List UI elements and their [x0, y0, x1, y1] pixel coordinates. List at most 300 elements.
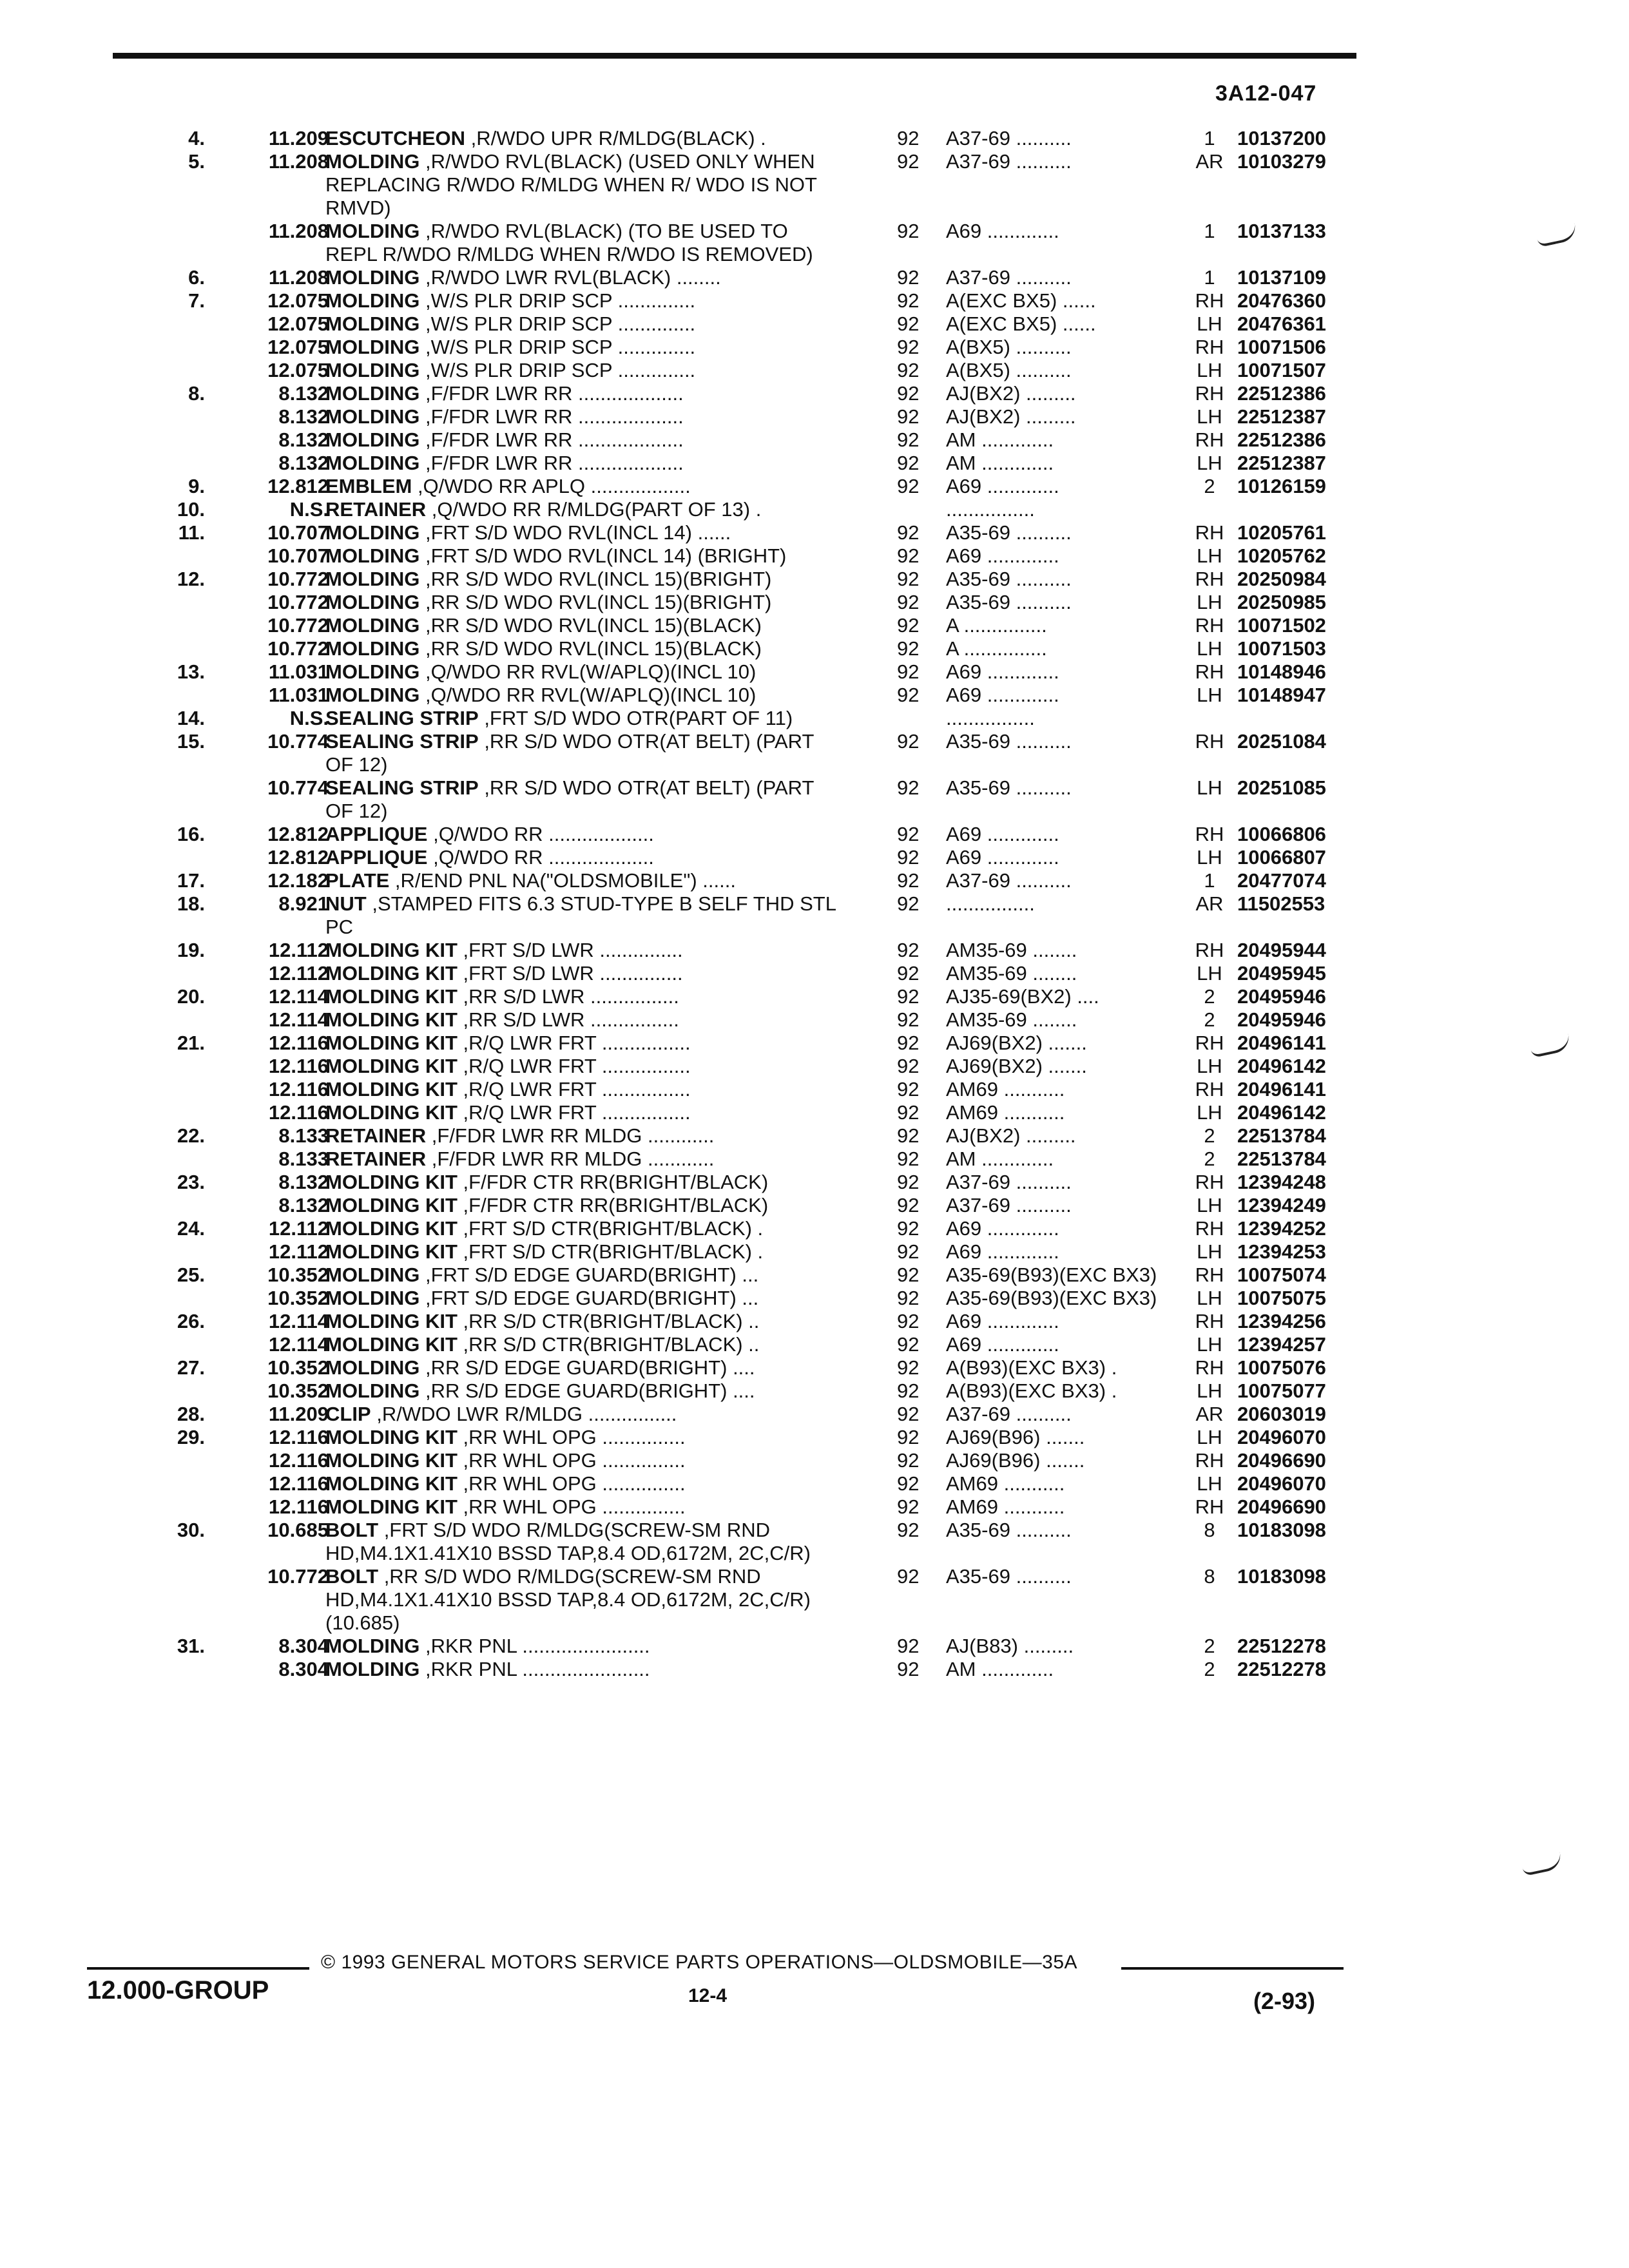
part-description — [325, 521, 841, 544]
ref-number: 12. — [177, 568, 205, 590]
quantity: RH — [1195, 823, 1224, 845]
part-detail: ,F/FDR CTR RR(BRIGHT/BLACK) — [457, 1194, 769, 1216]
part-description — [325, 1472, 841, 1495]
ref-number: 15. — [177, 730, 205, 753]
part-detail: ,Q/WDO RR ................... — [427, 846, 654, 869]
model-year: 92 — [897, 1519, 920, 1541]
part-row — [0, 1472, 1629, 1495]
ref-number: 27. — [177, 1356, 205, 1379]
part-row — [0, 591, 1629, 614]
part-name: MOLDING KIT — [325, 1101, 458, 1124]
part-name: MOLDING — [325, 289, 420, 312]
model-year: 92 — [897, 823, 920, 845]
part-number: 22512386 — [1237, 428, 1326, 451]
model-applicability: AJ(BX2) ......... — [946, 382, 1076, 405]
group-number: 10.352 — [267, 1356, 329, 1379]
part-detail: ,RR WHL OPG ............... — [457, 1449, 686, 1472]
ref-number: 29. — [177, 1426, 205, 1448]
part-number: 22513784 — [1237, 1124, 1326, 1147]
model-applicability: A37-69 .......... — [946, 1171, 1072, 1193]
part-detail: ,RR WHL OPG ............... — [457, 1426, 686, 1448]
parts-list — [0, 127, 1629, 1681]
quantity: 2 — [1204, 1008, 1215, 1031]
group-number: 10.707 — [267, 521, 329, 544]
part-name: MOLDING KIT — [325, 1333, 458, 1356]
model-applicability: AJ(BX2) ......... — [946, 1124, 1076, 1147]
ref-number: 9. — [188, 475, 205, 497]
part-row — [0, 614, 1629, 637]
model-applicability: AJ69(B96) ....... — [946, 1426, 1085, 1448]
group-number: 12.112 — [268, 939, 329, 961]
ref-number: 5. — [188, 150, 205, 173]
part-number: 22512278 — [1237, 1635, 1326, 1657]
part-detail: ,RR S/D WDO RVL(INCL 15)(BLACK) — [419, 614, 762, 637]
model-year: 92 — [897, 1635, 920, 1657]
group-number: 10.774 — [267, 730, 329, 753]
part-name: MOLDING — [325, 684, 420, 706]
part-detail: ,Q/WDO RR ................... — [427, 823, 654, 845]
part-name: MOLDING — [325, 428, 420, 451]
part-number: 20495946 — [1237, 985, 1326, 1008]
group-number: 11.208 — [268, 150, 329, 173]
model-year: 92 — [897, 1449, 920, 1472]
part-detail: ,FRT S/D CTR(BRIGHT/BLACK) . — [457, 1240, 764, 1263]
part-row — [0, 289, 1629, 312]
model-year: 92 — [897, 220, 920, 242]
group-number: 12.116 — [268, 1426, 329, 1448]
part-number: 20251084 — [1237, 730, 1326, 753]
part-name: MOLDING — [325, 452, 420, 474]
part-detail: ,RR WHL OPG ............... — [457, 1472, 686, 1495]
part-description — [325, 846, 841, 869]
page-reference: 3A12-047 — [1215, 81, 1317, 106]
model-year: 92 — [897, 1148, 920, 1170]
model-applicability: AM69 ........... — [946, 1078, 1065, 1100]
model-applicability: AM35-69 ........ — [946, 939, 1077, 961]
quantity: 8 — [1204, 1519, 1215, 1541]
part-detail: ,F/FDR LWR RR MLDG ............ — [426, 1148, 715, 1170]
part-row — [0, 1287, 1629, 1310]
part-number: 10071502 — [1237, 614, 1326, 637]
part-number: 20496141 — [1237, 1078, 1326, 1100]
part-detail: ,R/WDO LWR RVL(BLACK) ........ — [419, 266, 721, 289]
group-number: 12.812 — [267, 846, 329, 869]
part-number: 20476360 — [1237, 289, 1326, 312]
group-number: 10.352 — [267, 1379, 329, 1402]
part-number: 22512387 — [1237, 452, 1326, 474]
part-name: SEALING STRIP — [325, 776, 479, 799]
part-number: 10183098 — [1237, 1519, 1326, 1541]
group-number: 8.132 — [278, 1194, 329, 1216]
quantity: RH — [1195, 568, 1224, 590]
model-applicability: A69 ............. — [946, 1217, 1059, 1240]
part-detail: ,RR S/D WDO OTR(AT BELT) (PART OF 12) — [325, 730, 814, 776]
model-year: 92 — [897, 312, 920, 335]
model-year: 92 — [897, 1217, 920, 1240]
part-description — [325, 869, 841, 892]
part-row — [0, 1333, 1629, 1356]
part-detail: ,R/WDO UPR R/MLDG(BLACK) . — [465, 127, 766, 149]
group-number: 12.116 — [268, 1449, 329, 1472]
part-row — [0, 1171, 1629, 1194]
part-name: MOLDING KIT — [325, 1217, 458, 1240]
group-number: 12.114 — [268, 1008, 329, 1031]
part-row — [0, 1519, 1629, 1565]
ref-number: 17. — [177, 869, 205, 892]
model-applicability: A(BX5) .......... — [946, 359, 1072, 381]
part-number: 20496070 — [1237, 1472, 1326, 1495]
model-applicability: ................ — [946, 892, 1035, 915]
part-row — [0, 1194, 1629, 1217]
part-description — [325, 544, 841, 568]
quantity: RH — [1195, 428, 1224, 451]
part-description — [325, 1264, 841, 1287]
model-applicability: AM ............. — [946, 428, 1054, 451]
part-detail: ,W/S PLR DRIP SCP .............. — [419, 312, 696, 335]
part-description — [325, 1426, 841, 1449]
model-year: 92 — [897, 1472, 920, 1495]
model-applicability: AJ(BX2) ......... — [946, 405, 1076, 428]
part-detail: ,FRT S/D WDO OTR(PART OF 11) — [478, 707, 793, 729]
ref-number: 16. — [177, 823, 205, 845]
part-number: 10148947 — [1237, 684, 1326, 706]
part-name: MOLDING — [325, 614, 420, 637]
ref-number: 6. — [188, 266, 205, 289]
model-applicability: A35-69 .......... — [946, 730, 1072, 753]
quantity: RH — [1195, 521, 1224, 544]
part-description — [325, 985, 841, 1008]
ref-number: 24. — [177, 1217, 205, 1240]
part-name: MOLDING — [325, 1264, 420, 1286]
model-year: 92 — [897, 776, 920, 799]
group-number: 8.921 — [278, 892, 329, 915]
model-year: 92 — [897, 869, 920, 892]
part-name: MOLDING — [325, 1356, 420, 1379]
model-applicability: A69 ............. — [946, 660, 1059, 683]
model-applicability: AJ35-69(BX2) .... — [946, 985, 1099, 1008]
model-applicability: A69 ............. — [946, 220, 1059, 242]
part-row — [0, 336, 1629, 359]
part-row — [0, 1148, 1629, 1171]
quantity: RH — [1195, 382, 1224, 405]
part-description — [325, 498, 841, 521]
part-detail: ,RKR PNL ....................... — [419, 1635, 650, 1657]
part-number: 20496142 — [1237, 1101, 1326, 1124]
quantity: 1 — [1204, 266, 1215, 289]
quantity: LH — [1197, 1240, 1222, 1263]
quantity: RH — [1195, 289, 1224, 312]
part-description — [325, 428, 841, 452]
part-name: MOLDING — [325, 660, 420, 683]
quantity: 2 — [1204, 1124, 1215, 1147]
part-name: RETAINER — [325, 498, 427, 521]
part-detail: ,FRT S/D LWR ............... — [457, 962, 683, 985]
part-row — [0, 359, 1629, 382]
model-year: 92 — [897, 1356, 920, 1379]
model-year: 92 — [897, 939, 920, 961]
part-name: MOLDING — [325, 382, 420, 405]
model-year: 92 — [897, 405, 920, 428]
model-year: 92 — [897, 1240, 920, 1263]
quantity: LH — [1197, 1426, 1222, 1448]
part-detail: ,FRT S/D WDO R/MLDG(SCREW-SM RND HD,M4.1X1.41X10 BSSD TAP,8.4 OD,6172M, 2C,C/R) — [325, 1519, 811, 1564]
part-row — [0, 730, 1629, 776]
quantity: LH — [1197, 452, 1222, 474]
ref-number: 23. — [177, 1171, 205, 1193]
part-description — [325, 591, 841, 614]
model-applicability: AJ69(BX2) ....... — [946, 1032, 1087, 1054]
group-number: 10.685 — [267, 1519, 329, 1541]
quantity: 2 — [1204, 1658, 1215, 1680]
footer-date: (2-93) — [1253, 1988, 1316, 2014]
part-description — [325, 1194, 841, 1217]
part-detail: ,RKR PNL ....................... — [419, 1658, 650, 1680]
part-number: 11502553 — [1237, 892, 1325, 915]
part-row — [0, 776, 1629, 823]
quantity: RH — [1195, 1217, 1224, 1240]
part-row — [0, 405, 1629, 428]
part-number: 20496690 — [1237, 1449, 1326, 1472]
model-applicability: A37-69 .......... — [946, 266, 1072, 289]
part-row — [0, 1565, 1629, 1635]
model-applicability: A37-69 .......... — [946, 1403, 1072, 1425]
group-number: 12.116 — [268, 1472, 329, 1495]
group-number: 12.812 — [267, 823, 329, 845]
part-description — [325, 1055, 841, 1078]
part-description — [325, 1635, 841, 1658]
part-number: 10075075 — [1237, 1287, 1326, 1309]
model-applicability: A35-69(B93)(EXC BX3) — [946, 1287, 1157, 1309]
part-number: 10137109 — [1237, 266, 1326, 289]
part-detail: ,Q/WDO RR APLQ .................. — [412, 475, 691, 497]
model-applicability: A(BX5) .......... — [946, 336, 1072, 358]
group-number: 8.133 — [278, 1124, 329, 1147]
model-applicability: AJ(B83) ......... — [946, 1635, 1074, 1657]
part-number: 10071503 — [1237, 637, 1326, 660]
group-number: 12.812 — [267, 475, 329, 497]
part-description — [325, 359, 841, 382]
part-name: MOLDING — [325, 220, 420, 242]
model-year: 92 — [897, 1032, 920, 1054]
quantity: LH — [1197, 1055, 1222, 1077]
part-row — [0, 498, 1629, 521]
part-detail: ,RR S/D EDGE GUARD(BRIGHT) .... — [419, 1356, 755, 1379]
part-number: 20603019 — [1237, 1403, 1326, 1425]
quantity: LH — [1197, 1333, 1222, 1356]
part-name: MOLDING — [325, 312, 420, 335]
group-number: 10.772 — [267, 591, 329, 613]
model-applicability: ................ — [946, 498, 1035, 521]
part-number: 12394257 — [1237, 1333, 1326, 1356]
group-number: 10.772 — [267, 637, 329, 660]
part-number: 20495944 — [1237, 939, 1326, 961]
part-name: MOLDING — [325, 1635, 420, 1657]
footer-rule-left — [87, 1967, 309, 1970]
group-number: 10.772 — [267, 568, 329, 590]
part-name: MOLDING — [325, 591, 420, 613]
part-number: 10183098 — [1237, 1565, 1326, 1588]
part-number: 10071506 — [1237, 336, 1326, 358]
part-detail: ,RR S/D WDO RVL(INCL 15)(BLACK) — [419, 637, 762, 660]
part-row — [0, 869, 1629, 892]
model-year: 92 — [897, 1658, 920, 1680]
group-number: 12.114 — [268, 1310, 329, 1332]
model-applicability: A37-69 .......... — [946, 1194, 1072, 1216]
model-applicability: A69 ............. — [946, 1310, 1059, 1332]
part-description — [325, 1379, 841, 1403]
part-number: 20496690 — [1237, 1495, 1326, 1518]
part-number: 20495945 — [1237, 962, 1326, 985]
quantity: LH — [1197, 1379, 1222, 1402]
part-name: MOLDING KIT — [325, 1472, 458, 1495]
part-row — [0, 312, 1629, 336]
quantity: 2 — [1204, 1148, 1215, 1170]
part-detail: ,RR S/D WDO RVL(INCL 15)(BRIGHT) — [419, 568, 772, 590]
group-number: 8.133 — [278, 1148, 329, 1170]
model-year: 92 — [897, 1495, 920, 1518]
part-name: ESCUTCHEON — [325, 127, 466, 149]
part-name: MOLDING KIT — [325, 1008, 458, 1031]
part-detail: ,R/WDO RVL(BLACK) (USED ONLY WHEN REPLACING R/WDO R/MLDG WHEN R/ WDO IS NOT RMVD) — [325, 150, 817, 219]
part-name: APPLIQUE — [325, 823, 428, 845]
part-description — [325, 1101, 841, 1124]
group-number: 11.208 — [268, 220, 329, 242]
quantity: RH — [1195, 660, 1224, 683]
part-description — [325, 1217, 841, 1240]
footer-group: 12.000-GROUP — [87, 1976, 269, 2004]
part-row — [0, 1635, 1629, 1658]
part-row — [0, 846, 1629, 869]
model-applicability: A69 ............. — [946, 684, 1059, 706]
group-number: 8.132 — [278, 405, 329, 428]
model-year: 92 — [897, 614, 920, 637]
part-name: MOLDING — [325, 1658, 420, 1680]
model-applicability: AM ............. — [946, 1658, 1054, 1680]
model-year: 92 — [897, 684, 920, 706]
part-detail: ,RR S/D CTR(BRIGHT/BLACK) .. — [457, 1333, 760, 1356]
part-description — [325, 1356, 841, 1379]
part-number: 10137133 — [1237, 220, 1326, 242]
part-name: BOLT — [325, 1565, 379, 1588]
quantity: LH — [1197, 591, 1222, 613]
part-row — [0, 637, 1629, 660]
ref-number: 10. — [177, 498, 205, 521]
group-number: 8.132 — [278, 452, 329, 474]
group-number: 10.352 — [267, 1287, 329, 1309]
part-description — [325, 475, 841, 498]
model-year: 92 — [897, 1194, 920, 1216]
part-row — [0, 1240, 1629, 1264]
part-name: NUT — [325, 892, 367, 915]
part-row — [0, 1217, 1629, 1240]
part-description — [325, 289, 841, 312]
quantity: 1 — [1204, 869, 1215, 892]
model-applicability: A69 ............. — [946, 846, 1059, 869]
part-detail: ,RR WHL OPG ............... — [457, 1495, 686, 1518]
part-detail: ,F/FDR LWR RR ................... — [419, 452, 684, 474]
part-detail: ,Q/WDO RR R/MLDG(PART OF 13) . — [426, 498, 762, 521]
quantity: RH — [1195, 1449, 1224, 1472]
part-name: MOLDING — [325, 405, 420, 428]
quantity: AR — [1195, 150, 1224, 173]
part-name: MOLDING KIT — [325, 939, 458, 961]
model-year: 92 — [897, 150, 920, 173]
part-name: MOLDING KIT — [325, 962, 458, 985]
part-detail: ,RR S/D WDO R/MLDG(SCREW-SM RND HD,M4.1X1.41X10 BSSD TAP,8.4 OD,6172M, 2C,C/R)(10.685) — [325, 1565, 811, 1634]
part-name: MOLDING KIT — [325, 1194, 458, 1216]
part-detail: ,W/S PLR DRIP SCP .............. — [419, 336, 696, 358]
part-row — [0, 544, 1629, 568]
ref-number: 26. — [177, 1310, 205, 1332]
part-row — [0, 220, 1629, 266]
part-name: MOLDING — [325, 336, 420, 358]
part-number: 10137200 — [1237, 127, 1326, 149]
part-number: 20250985 — [1237, 591, 1326, 613]
quantity: LH — [1197, 684, 1222, 706]
quantity: LH — [1197, 1287, 1222, 1309]
group-number: 12.075 — [267, 359, 329, 381]
part-row — [0, 1078, 1629, 1101]
part-description — [325, 405, 841, 428]
group-number: 8.304 — [278, 1635, 329, 1657]
model-year: 92 — [897, 127, 920, 149]
part-detail: ,FRT S/D CTR(BRIGHT/BLACK) . — [457, 1217, 764, 1240]
group-number: 10.707 — [267, 544, 329, 567]
ref-number: 21. — [177, 1032, 205, 1054]
part-detail: ,R/Q LWR FRT ................ — [457, 1078, 691, 1100]
part-description — [325, 684, 841, 707]
part-row — [0, 1356, 1629, 1379]
group-number: N.S. — [289, 498, 329, 521]
part-number: 10075074 — [1237, 1264, 1326, 1286]
group-number: 8.132 — [278, 1171, 329, 1193]
part-description — [325, 637, 841, 660]
part-number: 20251085 — [1237, 776, 1326, 799]
part-row — [0, 823, 1629, 846]
group-number: 11.208 — [268, 266, 329, 289]
model-year: 92 — [897, 1565, 920, 1588]
part-name: RETAINER — [325, 1124, 427, 1147]
model-applicability: A35-69(B93)(EXC BX3) — [946, 1264, 1157, 1286]
part-name: SEALING STRIP — [325, 730, 479, 753]
part-name: MOLDING — [325, 521, 420, 544]
model-year: 92 — [897, 544, 920, 567]
model-year: 92 — [897, 266, 920, 289]
model-year: 92 — [897, 1101, 920, 1124]
part-row — [0, 707, 1629, 730]
part-description — [325, 892, 841, 939]
part-name: MOLDING — [325, 1287, 420, 1309]
ref-number: 18. — [177, 892, 205, 915]
group-number: 10.352 — [267, 1264, 329, 1286]
model-applicability: A(EXC BX5) ...... — [946, 312, 1096, 335]
part-detail: ,RR S/D CTR(BRIGHT/BLACK) .. — [457, 1310, 760, 1332]
part-name: MOLDING — [325, 1379, 420, 1402]
part-number: 12394248 — [1237, 1171, 1326, 1193]
quantity: LH — [1197, 846, 1222, 869]
quantity: LH — [1197, 312, 1222, 335]
part-row — [0, 1008, 1629, 1032]
part-row — [0, 1124, 1629, 1148]
model-year: 92 — [897, 452, 920, 474]
part-description — [325, 1287, 841, 1310]
ref-number: 31. — [177, 1635, 205, 1657]
model-applicability: ................ — [946, 707, 1035, 729]
quantity: 1 — [1204, 220, 1215, 242]
model-year: 92 — [897, 1124, 920, 1147]
part-name: BOLT — [325, 1519, 379, 1541]
part-description — [325, 266, 841, 289]
